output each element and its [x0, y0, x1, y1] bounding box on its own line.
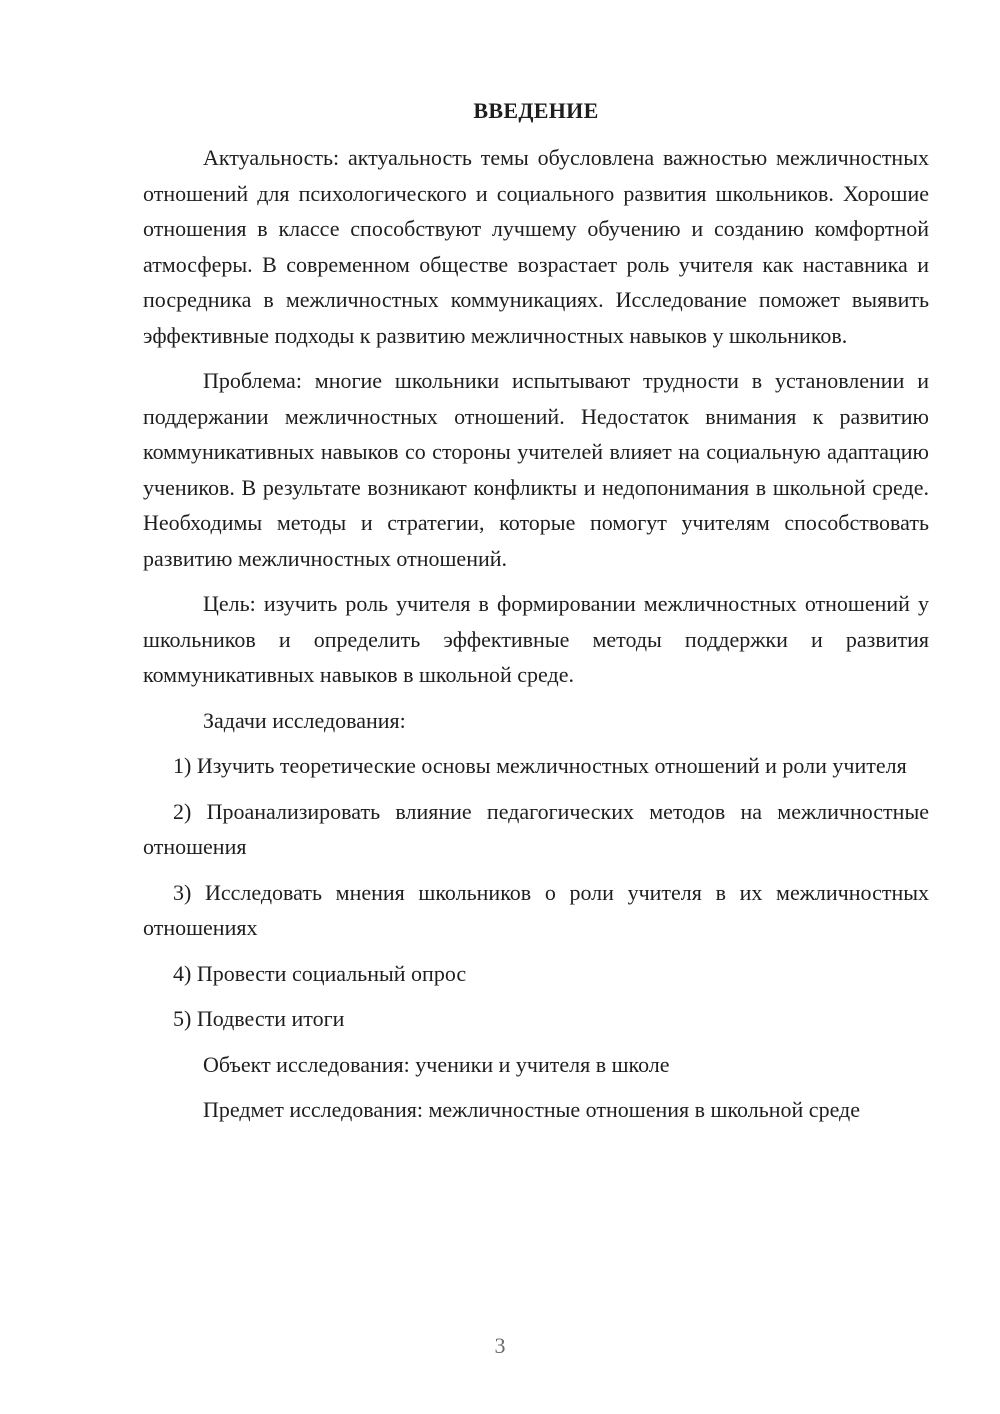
task-item: 1) Изучить теоретические основы межличностных отношений и роли учителя — [173, 753, 907, 778]
tasks-list — [143, 748, 929, 1037]
task-item: 3) Исследовать мнения школьников о роли учителя в их межличностных отношениях — [143, 879, 929, 940]
task-item: 5) Подвести итоги — [173, 1006, 345, 1031]
research-subject: Предмет исследования: межличностные отношения в школьной среде — [203, 1097, 861, 1122]
task-item: 2) Проанализировать влияние педагогических методов на межличностные отношения — [143, 798, 929, 859]
section-heading: ВВЕДЕНИЕ — [473, 98, 599, 123]
page-number: 3 — [494, 1333, 506, 1358]
tasks-title: Задачи исследования: — [203, 707, 406, 733]
research-object: Объект исследования: ученики и учителя в школе — [203, 1051, 670, 1077]
task-item: 4) Провести социальный опрос — [173, 960, 467, 986]
goal-paragraph: Цель: изучить роль учителя в формировании межличностных отношений у школьников и определить эффективные методы поддержки и развития коммуникативных навыков в школьной среде. — [143, 591, 929, 687]
page-content — [143, 96, 929, 1138]
problem-paragraph: Проблема: многие школьники испытывают трудности в установлении и поддержании межличностных отношений. Недостаток внимания к развитию коммуникативных навыков со стороны учителей влияет на социальную адаптацию учеников. В результате возникают конфликты и недопонимания в школьной среде. Необходимы методы и стратегии, которые помогут учителям способствовать развитию межличностных отношений. — [143, 368, 929, 571]
relevance-paragraph: Актуальность: актуальность темы обусловлена важностью межличностных отношений для психологического и социального развития школьников. Хорошие отношения в классе способствуют лучшему обучению и созданию комфортной атмосферы. В современном обществе возрастает роль учителя как наставника и посредника в межличностных коммуникациях. Исследование поможет выявить эффективные подходы к развитию межличностных навыков у школьников. — [143, 145, 929, 348]
